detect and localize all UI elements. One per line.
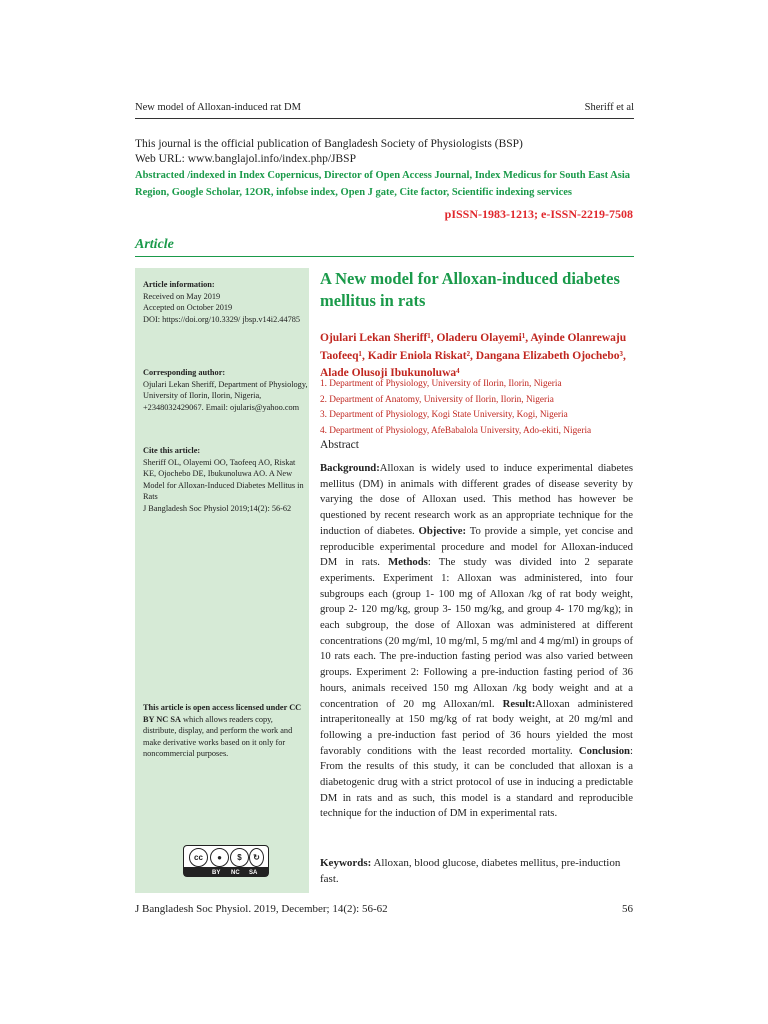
keywords-label: Keywords: [320,857,372,869]
affiliation-item: 4. Department of Physiology, AfeBabalola University, Ado-ekiti, Nigeria [320,425,592,436]
accepted-date: Accepted on October 2019 [143,303,233,312]
methods-label: Methods [388,556,428,569]
corresponding-author-heading: Corresponding author: [143,368,226,377]
affiliation-item: 3. Department of Physiology, Kogi State University, Kogi, Nigeria [320,410,568,420]
sa-label: SA [249,870,258,876]
article-info-heading: Article information: [143,280,215,289]
corresponding-author-text: Ojulari Lekan Sheriff, Department of Physiology, University of Ilorin, Ilorin, Nigeria, +2348032429067. Email: ojularis@yahoo.com [143,379,308,412]
article-info-sidebar [135,268,309,893]
cc-license-badge[interactable] [183,845,269,877]
article-rule [135,256,634,257]
corresponding-author-block [143,367,308,413]
header-rule [135,118,634,119]
cite-heading: Cite this article: [143,446,201,455]
by-label: BY [212,870,221,876]
objective-label: Objective: [418,524,467,537]
sa-icon: ↻ [249,848,264,867]
open-access-text: which allows readers copy, distribute, display, and perform the work and make derivative works based on it only for noncommercial purposes. [143,714,293,758]
abstract-heading: Abstract [320,439,359,451]
affiliation-item: 2. Department of Anatomy, University of Ilorin, Ilorin, Nigeria [320,394,554,405]
by-icon: ● [210,848,229,867]
abstract-body [320,461,633,822]
nc-icon: $ [230,848,249,867]
article-type-label: Article [135,237,174,252]
running-authors: Sheriff et al [584,102,634,113]
nc-label: NC [231,870,240,876]
doi-link[interactable]: DOI: https://doi.org/10.3329/ jbsp.v14i2.44785 [143,314,301,324]
methods-text: : The study was divided into 2 separate experiments. Experiment 1: Alloxan was administered, into four subgroups each (group 1- 100 mg of Alloxan /kg of rat body weight, group 2- 120 mg/kg, group 3- 150 mg/kg, and group 4- 170 mg/kg); in each subgroup, the dose of Alloxan was administered at different concentrations (20 mg/ml, 10 mg/ml, 5 mg/ml and 4 mg/ml) in groups of 10 rats each. The pre-induction fasting period was also varied between groups. Experiment 2: Following a pre-induction fasting period of 36 hours, animals received 150 mg Alloxan /kg body weight and at a concentration of 20 mg Alloxan/ml. [320,556,634,710]
background-text: Alloxan is widely used to induce experimental diabetes mellitus (DM) in animals with different grades of disease severity by varying the dose of Alloxan used. This method has however be questioned by recent research work as an appropriate technique for the induction of diabetes. [320,462,633,537]
background-label: Background: [320,462,380,474]
publication-line: This journal is the official publication of Bangladesh Society of Physiologists (BSP) [135,138,523,150]
author-list: Ojulari Lekan Sheriff¹, Oladeru Olayemi¹, Ayinde Olanrewaju Taofeeq¹, Kadir Eniola Riskat², Dangana Elizabeth Ojochebo³, Alade Olusoji Ibukunoluwa⁴ [320,332,627,379]
page-number: 56 [622,903,633,915]
article-info-block [143,279,308,325]
cc-icon: cc [189,848,208,867]
open-access-block [143,702,308,760]
conclusion-text: : From the results of this study, it can be concluded that alloxan is a diabetogenic drug with a strict protocol of use in inducing a predictable DM in rats and as such, this model is a standard and reproducible technique for the induction of DM in experimental rats. [320,744,633,820]
result-label: Result: [502,697,536,710]
footer-citation: J Bangladesh Soc Physiol. 2019, December; 14(2): 56-62 [135,903,388,915]
conclusion-label: Conclusion [578,744,631,757]
received-date: Received on May 2019 [143,291,221,301]
article-title: A New model for Alloxan-induced diabetes mellitus in rats [320,269,620,310]
cite-block [143,445,308,514]
issn-line: pISSN-1983-1213; e-ISSN-2219-7508 [444,207,633,221]
affiliation-item: 1. Department of Physiology, University of Ilorin, Ilorin, Nigeria [320,379,562,389]
affiliation-list [320,377,638,439]
result-text: Alloxan administered intraperitoneally at 150 mg/kg of rat body weight, at 20 mg/ml and following a pre-induction fast period of 36 hours yielded the most favorably conditions with the least recorded mortality. [320,697,634,757]
running-title: New model of Alloxan-induced rat DM [135,102,301,113]
web-url-line: Web URL: www.banglajol.info/index.php/JBSP [135,153,356,165]
license-strip [184,867,268,876]
open-access-lead: This article is open access licensed under CC BY NC SA [143,703,302,724]
indexing-line: Abstracted /indexed in Index Copernicus, Director of Open Access Journal, Index Medicus for South East Asia Region, Google Scholar, 12OR, infobse index, Open J gate, Cite factor, Scientific indexing services [135,170,630,198]
keywords-block [320,855,633,887]
cite-journal: J Bangladesh Soc Physiol 2019;14(2): 56-62 [143,503,292,513]
keywords-text: Alloxan, blood glucose, diabetes mellitus, pre-induction fast. [320,857,621,885]
objective-text: To provide a simple, yet concise and reproducible experimental procedure and model for Alloxan-induced DM in rats. [320,524,634,569]
cite-text: Sheriff OL, Olayemi OO, Taofeeq AO, Riskat KE, Ojochebo DE, Ibukunoluwa AO. A New Model for Alloxan-Induced Diabetes Mellitus in Rats [143,457,304,501]
